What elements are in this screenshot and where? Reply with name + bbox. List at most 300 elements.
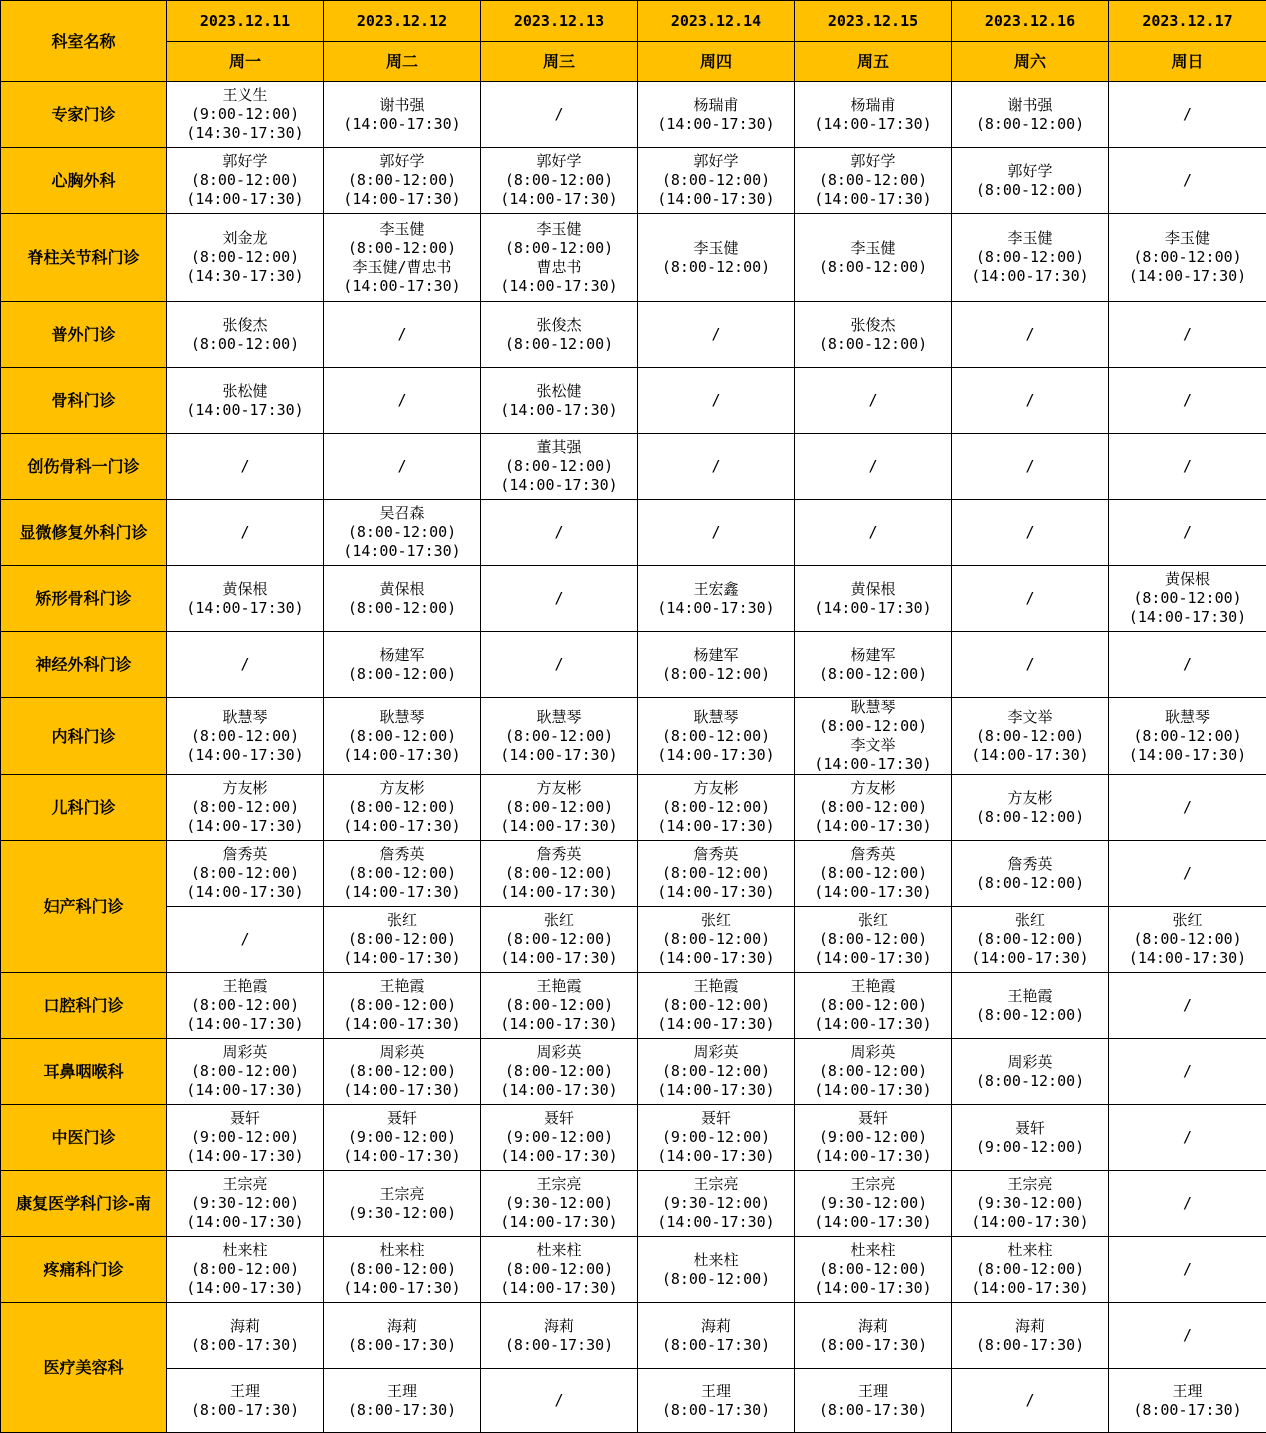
schedule-cell xyxy=(952,1171,1109,1237)
schedule-cell xyxy=(795,1303,952,1369)
time-slot: (14:00-17:30) xyxy=(638,746,794,765)
department-name: 普外门诊 xyxy=(1,302,167,368)
schedule-cell xyxy=(324,1105,481,1171)
time-slot: (8:00-12:00) xyxy=(481,930,637,949)
schedule-cell xyxy=(1109,1237,1266,1303)
time-slot: (8:00-12:00) xyxy=(324,523,480,542)
schedule-cell xyxy=(481,1105,638,1171)
time-slot: (8:00-12:00) xyxy=(795,665,951,684)
time-slot: (14:00-17:30) xyxy=(795,883,951,902)
schedule-cell xyxy=(1109,500,1266,566)
date-header: 2023.12.17 xyxy=(1109,1,1266,42)
time-slot: (14:00-17:30) xyxy=(481,817,637,836)
schedule-cell xyxy=(638,973,795,1039)
time-slot: (8:00-17:30) xyxy=(167,1336,323,1355)
time-slot: (14:00-17:30) xyxy=(795,1015,951,1034)
schedule-cell xyxy=(481,434,638,500)
schedule-cell xyxy=(1109,1039,1266,1105)
doctor-name: 耿慧琴 xyxy=(1109,708,1266,727)
doctor-name: / xyxy=(1109,655,1266,674)
doctor-name: 黄保根 xyxy=(795,580,951,599)
time-slot: (14:00-17:30) xyxy=(167,746,323,765)
time-slot: (8:00-12:00) xyxy=(324,599,480,618)
time-slot: (8:00-12:00) xyxy=(795,717,951,736)
time-slot: (14:00-17:30) xyxy=(638,1213,794,1232)
time-slot: (8:00-12:00) xyxy=(1109,727,1266,746)
schedule-cell xyxy=(167,775,324,841)
time-slot: (14:00-17:30) xyxy=(481,1081,637,1100)
schedule-cell xyxy=(638,434,795,500)
time-slot: (8:00-12:00) xyxy=(167,727,323,746)
date-header: 2023.12.12 xyxy=(324,1,481,42)
doctor-name: / xyxy=(1109,798,1266,817)
schedule-cell xyxy=(1109,907,1266,973)
schedule-row xyxy=(1,775,1266,841)
schedule-cell xyxy=(795,500,952,566)
time-slot: (8:00-12:00) xyxy=(481,864,637,883)
weekday-header: 周四 xyxy=(638,42,795,82)
doctor-name: 杨瑞甫 xyxy=(795,96,951,115)
schedule-cell xyxy=(952,1237,1109,1303)
doctor-name: 张松健 xyxy=(167,382,323,401)
schedule-cell xyxy=(795,841,952,907)
doctor-name: 海莉 xyxy=(952,1317,1108,1336)
department-name: 医疗美容科 xyxy=(1,1303,167,1433)
time-slot: (14:00-17:30) xyxy=(481,277,637,296)
doctor-name: 詹秀英 xyxy=(638,845,794,864)
doctor-name: 杜来柱 xyxy=(481,1241,637,1260)
doctor-name: 聂轩 xyxy=(167,1109,323,1128)
time-slot: (9:30-12:00) xyxy=(638,1194,794,1213)
schedule-cell xyxy=(952,148,1109,214)
doctor-name: 王理 xyxy=(1109,1382,1266,1401)
doctor-name: / xyxy=(1109,523,1266,542)
time-slot: (8:00-12:00) xyxy=(638,864,794,883)
doctor-name: 耿慧琴 xyxy=(481,708,637,727)
schedule-cell xyxy=(481,302,638,368)
time-slot: (14:00-17:30) xyxy=(324,883,480,902)
schedule-cell xyxy=(638,566,795,632)
doctor-name: 詹秀英 xyxy=(167,845,323,864)
schedule-cell xyxy=(324,302,481,368)
time-slot: (8:00-12:00) xyxy=(324,239,480,258)
doctor-name: / xyxy=(1109,325,1266,344)
time-slot: (14:00-17:30) xyxy=(324,1015,480,1034)
time-slot: (14:00-17:30) xyxy=(167,883,323,902)
schedule-cell xyxy=(638,214,795,302)
schedule-cell xyxy=(324,973,481,1039)
time-slot: (8:00-12:00) xyxy=(481,335,637,354)
time-slot: (8:00-12:00) xyxy=(952,115,1108,134)
time-slot: (14:00-17:30) xyxy=(1109,949,1266,968)
schedule-cell xyxy=(324,1171,481,1237)
doctor-name: 吴召森 xyxy=(324,504,480,523)
time-slot: (8:00-12:00) xyxy=(795,930,951,949)
schedule-cell xyxy=(324,1039,481,1105)
schedule-cell xyxy=(324,214,481,302)
time-slot: (8:00-17:30) xyxy=(481,1336,637,1355)
time-slot: (8:00-17:30) xyxy=(1109,1401,1266,1420)
doctor-name: 谢书强 xyxy=(952,96,1108,115)
time-slot: (8:00-12:00) xyxy=(638,665,794,684)
time-slot: (8:00-12:00) xyxy=(795,864,951,883)
department-name: 妇产科门诊 xyxy=(1,841,167,973)
doctor-name: 王宏鑫 xyxy=(638,580,794,599)
schedule-row xyxy=(1,500,1266,566)
date-header-row xyxy=(1,1,1266,42)
schedule-cell xyxy=(167,907,324,973)
time-slot: (8:00-12:00) xyxy=(324,996,480,1015)
doctor-name: / xyxy=(481,589,637,608)
schedule-cell xyxy=(324,841,481,907)
schedule-cell xyxy=(481,1237,638,1303)
time-slot: (8:00-12:00) xyxy=(795,1260,951,1279)
doctor-name: 王艳霞 xyxy=(481,977,637,996)
doctor-name: 詹秀英 xyxy=(952,855,1108,874)
time-slot: (8:00-12:00) xyxy=(638,171,794,190)
schedule-cell xyxy=(167,1303,324,1369)
time-slot: (14:30-17:30) xyxy=(167,267,323,286)
schedule-cell xyxy=(795,775,952,841)
time-slot: (8:00-12:00) xyxy=(167,1062,323,1081)
schedule-cell xyxy=(952,632,1109,698)
time-slot: (14:00-17:30) xyxy=(167,1279,323,1298)
time-slot: (8:00-12:00) xyxy=(638,996,794,1015)
doctor-name: 李玉健 xyxy=(1109,229,1266,248)
time-slot: (9:30-12:00) xyxy=(481,1194,637,1213)
department-name: 儿科门诊 xyxy=(1,775,167,841)
weekday-header: 周三 xyxy=(481,42,638,82)
department-name: 专家门诊 xyxy=(1,82,167,148)
schedule-cell xyxy=(638,500,795,566)
doctor-name: 方友彬 xyxy=(638,779,794,798)
time-slot: (14:00-17:30) xyxy=(795,755,951,774)
time-slot: (14:00-17:30) xyxy=(638,1147,794,1166)
schedule-cell xyxy=(638,302,795,368)
date-header: 2023.12.15 xyxy=(795,1,952,42)
schedule-cell xyxy=(167,1039,324,1105)
department-name: 显微修复外科门诊 xyxy=(1,500,167,566)
doctor-name: 李玉健 xyxy=(638,239,794,258)
schedule-cell xyxy=(638,148,795,214)
schedule-cell xyxy=(167,214,324,302)
doctor-name: 郭好学 xyxy=(638,152,794,171)
time-slot: (14:00-17:30) xyxy=(638,883,794,902)
schedule-cell xyxy=(324,1237,481,1303)
doctor-name: / xyxy=(167,655,323,674)
time-slot: (8:00-12:00) xyxy=(952,930,1108,949)
time-slot: (14:00-17:30) xyxy=(481,949,637,968)
doctor-name: 张红 xyxy=(481,911,637,930)
doctor-name: 郭好学 xyxy=(167,152,323,171)
doctor-name: 李玉健 xyxy=(795,239,951,258)
doctor-name: / xyxy=(638,391,794,410)
doctor-name: / xyxy=(1109,457,1266,476)
time-slot: (14:00-17:30) xyxy=(638,1015,794,1034)
doctor-name: 海莉 xyxy=(481,1317,637,1336)
schedule-cell xyxy=(795,1237,952,1303)
date-header: 2023.12.14 xyxy=(638,1,795,42)
time-slot: (14:00-17:30) xyxy=(638,115,794,134)
time-slot: (14:00-17:30) xyxy=(952,1213,1108,1232)
schedule-cell xyxy=(638,1171,795,1237)
schedule-cell xyxy=(167,1105,324,1171)
time-slot: (8:00-12:00) xyxy=(795,258,951,277)
department-name: 骨科门诊 xyxy=(1,368,167,434)
schedule-cell xyxy=(167,841,324,907)
schedule-cell xyxy=(1109,566,1266,632)
time-slot: (14:00-17:30) xyxy=(167,817,323,836)
time-slot: (8:00-12:00) xyxy=(481,727,637,746)
time-slot: (8:00-12:00) xyxy=(952,248,1108,267)
time-slot: (14:00-17:30) xyxy=(324,115,480,134)
doctor-name: / xyxy=(324,325,480,344)
schedule-cell xyxy=(795,1171,952,1237)
time-slot: (14:00-17:30) xyxy=(795,817,951,836)
schedule-cell xyxy=(481,907,638,973)
doctor-name: 张红 xyxy=(638,911,794,930)
schedule-row xyxy=(1,973,1266,1039)
time-slot: (14:00-17:30) xyxy=(481,746,637,765)
time-slot: (8:00-12:00) xyxy=(952,1006,1108,1025)
schedule-cell xyxy=(795,148,952,214)
time-slot: (8:00-12:00) xyxy=(1109,589,1266,608)
date-header: 2023.12.13 xyxy=(481,1,638,42)
doctor-name: / xyxy=(167,523,323,542)
schedule-cell xyxy=(481,775,638,841)
doctor-name: 杨瑞甫 xyxy=(638,96,794,115)
time-slot: (8:00-12:00) xyxy=(1109,930,1266,949)
time-slot: (14:00-17:30) xyxy=(1109,267,1266,286)
schedule-row xyxy=(1,1105,1266,1171)
schedule-cell xyxy=(167,148,324,214)
time-slot: (8:00-12:00) xyxy=(324,864,480,883)
time-slot: (8:00-12:00) xyxy=(952,874,1108,893)
time-slot: (9:00-12:00) xyxy=(952,1138,1108,1157)
doctor-name: 黄保根 xyxy=(167,580,323,599)
doctor-name: / xyxy=(481,105,637,124)
department-name: 疼痛科门诊 xyxy=(1,1237,167,1303)
schedule-cell xyxy=(952,775,1109,841)
schedule-cell xyxy=(167,82,324,148)
date-header: 2023.12.16 xyxy=(952,1,1109,42)
time-slot: (14:00-17:30) xyxy=(638,949,794,968)
doctor-name: 郭好学 xyxy=(481,152,637,171)
schedule-row xyxy=(1,1369,1266,1433)
doctor-name: / xyxy=(1109,1260,1266,1279)
doctor-name: / xyxy=(952,589,1108,608)
doctor-name: 张松健 xyxy=(481,382,637,401)
time-slot: (8:00-12:00) xyxy=(324,798,480,817)
time-slot: (8:00-12:00) xyxy=(952,727,1108,746)
schedule-cell xyxy=(167,302,324,368)
time-slot: (14:00-17:30) xyxy=(638,599,794,618)
doctor-name: 周彩英 xyxy=(795,1043,951,1062)
schedule-cell xyxy=(795,302,952,368)
schedule-cell xyxy=(952,1039,1109,1105)
schedule-cell xyxy=(324,368,481,434)
time-slot: (14:00-17:30) xyxy=(481,1015,637,1034)
schedule-cell xyxy=(324,148,481,214)
schedule-cell xyxy=(952,368,1109,434)
weekday-header-row xyxy=(1,42,1266,82)
doctor-name: 杨建军 xyxy=(795,646,951,665)
schedule-cell xyxy=(1109,82,1266,148)
doctor-name: 杜来柱 xyxy=(324,1241,480,1260)
schedule-cell xyxy=(167,1369,324,1433)
doctor-name: / xyxy=(1109,1062,1266,1081)
schedule-cell xyxy=(1109,632,1266,698)
schedule-cell xyxy=(952,698,1109,775)
weekday-header: 周二 xyxy=(324,42,481,82)
time-slot: (8:00-17:30) xyxy=(795,1336,951,1355)
schedule-cell xyxy=(795,698,952,775)
time-slot: (8:00-17:30) xyxy=(638,1336,794,1355)
doctor-name: 杜来柱 xyxy=(795,1241,951,1260)
doctor-name: 聂轩 xyxy=(638,1109,794,1128)
time-slot: (8:00-17:30) xyxy=(167,1401,323,1420)
time-slot: (8:00-12:00) xyxy=(481,996,637,1015)
time-slot: 李文举 xyxy=(795,736,951,755)
doctor-name: / xyxy=(481,655,637,674)
time-slot: (8:00-12:00) xyxy=(795,171,951,190)
time-slot: (8:00-12:00) xyxy=(952,181,1108,200)
schedule-cell xyxy=(638,632,795,698)
schedule-cell xyxy=(167,434,324,500)
time-slot: (8:00-12:00) xyxy=(638,258,794,277)
schedule-cell xyxy=(1109,973,1266,1039)
doctor-name: 杜来柱 xyxy=(638,1251,794,1270)
department-name: 创伤骨科一门诊 xyxy=(1,434,167,500)
doctor-name: / xyxy=(1109,171,1266,190)
time-slot: (14:00-17:30) xyxy=(167,1147,323,1166)
time-slot: (8:00-12:00) xyxy=(167,171,323,190)
schedule-cell xyxy=(324,566,481,632)
time-slot: (14:00-17:30) xyxy=(638,1081,794,1100)
schedule-cell xyxy=(324,1369,481,1433)
doctor-name: 王宗亮 xyxy=(952,1175,1108,1194)
doctor-name: 王理 xyxy=(638,1382,794,1401)
schedule-cell xyxy=(1109,434,1266,500)
schedule-row xyxy=(1,698,1266,775)
doctor-name: / xyxy=(952,457,1108,476)
time-slot: (8:00-17:30) xyxy=(324,1336,480,1355)
schedule-cell xyxy=(795,1369,952,1433)
doctor-name: 王宗亮 xyxy=(324,1185,480,1204)
doctor-name: / xyxy=(952,325,1108,344)
time-slot: (14:00-17:30) xyxy=(795,1279,951,1298)
doctor-name: 聂轩 xyxy=(324,1109,480,1128)
time-slot: (9:30-12:00) xyxy=(795,1194,951,1213)
time-slot: (8:00-12:00) xyxy=(324,930,480,949)
doctor-name: 郭好学 xyxy=(324,152,480,171)
doctor-name: / xyxy=(1109,1128,1266,1147)
time-slot: (14:00-17:30) xyxy=(952,746,1108,765)
doctor-name: 杨建军 xyxy=(638,646,794,665)
doctor-name: 郭好学 xyxy=(952,162,1108,181)
time-slot: (14:00-17:30) xyxy=(324,277,480,296)
doctor-name: 耿慧琴 xyxy=(324,708,480,727)
schedule-cell xyxy=(324,907,481,973)
time-slot: (8:00-12:00) xyxy=(638,930,794,949)
doctor-name: 方友彬 xyxy=(324,779,480,798)
schedule-cell xyxy=(952,907,1109,973)
time-slot: (8:00-12:00) xyxy=(481,1260,637,1279)
doctor-name: 方友彬 xyxy=(481,779,637,798)
department-name: 耳鼻咽喉科 xyxy=(1,1039,167,1105)
schedule-cell xyxy=(952,566,1109,632)
doctor-name: / xyxy=(795,457,951,476)
doctor-name: 王艳霞 xyxy=(324,977,480,996)
time-slot: (8:00-12:00) xyxy=(481,171,637,190)
schedule-cell xyxy=(324,82,481,148)
schedule-cell xyxy=(167,566,324,632)
time-slot: (14:00-17:30) xyxy=(167,599,323,618)
time-slot: (8:00-12:00) xyxy=(638,1062,794,1081)
doctor-name: / xyxy=(1109,391,1266,410)
schedule-cell xyxy=(795,566,952,632)
time-slot: (8:00-12:00) xyxy=(167,864,323,883)
schedule-cell xyxy=(638,1237,795,1303)
time-slot: (9:00-12:00) xyxy=(167,105,323,124)
time-slot: (8:00-12:00) xyxy=(167,996,323,1015)
schedule-cell xyxy=(481,82,638,148)
time-slot: (8:00-12:00) xyxy=(324,727,480,746)
doctor-name: 方友彬 xyxy=(952,789,1108,808)
time-slot: (14:00-17:30) xyxy=(167,1081,323,1100)
time-slot: (14:00-17:30) xyxy=(638,190,794,209)
weekday-header: 周一 xyxy=(167,42,324,82)
doctor-name: 耿慧琴 xyxy=(638,708,794,727)
schedule-row xyxy=(1,82,1266,148)
time-slot: (8:00-12:00) xyxy=(324,171,480,190)
doctor-name: 杜来柱 xyxy=(952,1241,1108,1260)
department-name: 口腔科门诊 xyxy=(1,973,167,1039)
schedule-cell xyxy=(952,1105,1109,1171)
time-slot: (14:00-17:30) xyxy=(952,267,1108,286)
schedule-row xyxy=(1,1237,1266,1303)
schedule-cell xyxy=(638,907,795,973)
time-slot: (14:30-17:30) xyxy=(167,124,323,143)
doctor-name: 张红 xyxy=(952,911,1108,930)
time-slot: (14:00-17:30) xyxy=(167,1213,323,1232)
doctor-name: / xyxy=(952,1391,1108,1410)
schedule-cell xyxy=(1109,1369,1266,1433)
schedule-row xyxy=(1,1039,1266,1105)
schedule-cell xyxy=(1109,1303,1266,1369)
department-name: 康复医学科门诊-南 xyxy=(1,1171,167,1237)
doctor-name: 董其强 xyxy=(481,438,637,457)
time-slot: (14:00-17:30) xyxy=(952,1279,1108,1298)
time-slot: (8:00-12:00) xyxy=(167,248,323,267)
schedule-cell xyxy=(481,368,638,434)
doctor-name: 王艳霞 xyxy=(638,977,794,996)
time-slot: (14:00-17:30) xyxy=(324,746,480,765)
doctor-name: / xyxy=(324,391,480,410)
department-name: 矫形骨科门诊 xyxy=(1,566,167,632)
schedule-cell xyxy=(481,148,638,214)
time-slot: (9:00-12:00) xyxy=(481,1128,637,1147)
time-slot: (8:00-17:30) xyxy=(952,1336,1108,1355)
time-slot: (8:00-12:00) xyxy=(167,1260,323,1279)
doctor-name: 詹秀英 xyxy=(324,845,480,864)
time-slot: (8:00-12:00) xyxy=(795,1062,951,1081)
time-slot: (14:00-17:30) xyxy=(638,817,794,836)
doctor-name: / xyxy=(638,325,794,344)
schedule-cell xyxy=(324,1303,481,1369)
schedule-cell xyxy=(952,1369,1109,1433)
time-slot: (8:00-12:00) xyxy=(795,335,951,354)
